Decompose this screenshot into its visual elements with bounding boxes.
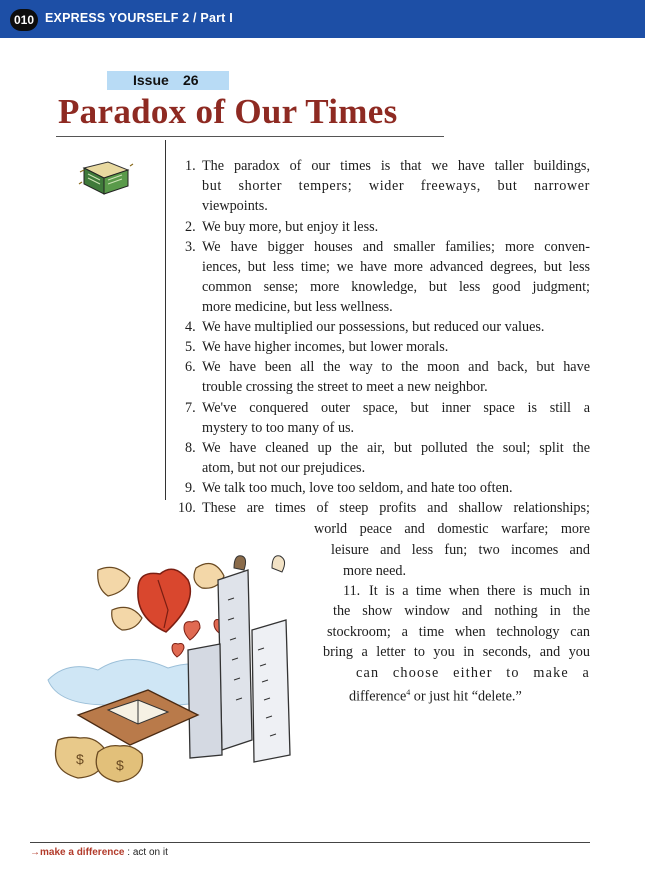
item-line: common sense; more knowledge, but less good judgment; xyxy=(202,279,590,295)
item-number: 11. xyxy=(343,583,361,599)
item-number: 9. xyxy=(185,480,196,496)
book-icon xyxy=(78,158,134,198)
footnote-term: make a difference xyxy=(40,847,125,858)
book-title: EXPRESS YOURSELF 2 / Part I xyxy=(45,11,233,25)
item-line: mystery to too many of us. xyxy=(202,420,355,436)
item-line: but shorter tempers; wider freeways, but narrower xyxy=(202,178,590,194)
item-line: We've conquered outer space, but inner space is still a xyxy=(202,400,590,416)
item-line: world peace and domestic warfare; more xyxy=(314,521,590,537)
item-number: 1. xyxy=(185,158,196,174)
item-line: We have been all the way to the moon and back, but have xyxy=(202,359,590,375)
item-number: 7. xyxy=(185,400,196,416)
svg-text:$: $ xyxy=(76,751,84,767)
item-number: 8. xyxy=(185,440,196,456)
difference-word: difference xyxy=(349,688,407,705)
page-title: Paradox of Our Times xyxy=(58,92,398,131)
item-line: viewpoints. xyxy=(202,198,268,214)
item-number: 10. xyxy=(178,500,196,516)
item-line: more need. xyxy=(343,563,407,579)
vertical-divider xyxy=(165,140,166,500)
page-number: 010 xyxy=(10,9,38,31)
item-line: stockroom; a time when technology can xyxy=(327,624,590,640)
item-line: The paradox of our times is that we have taller buildings, xyxy=(202,158,590,174)
item-line: We have higher incomes, but lower morals. xyxy=(202,339,449,355)
footnote-arrow: → xyxy=(30,847,40,858)
item-line: We have multiplied our possessions, but reduced our values. xyxy=(202,319,545,335)
issue-number: 26 xyxy=(183,72,199,88)
item-line: These are times of steep profits and shallow relationships; xyxy=(202,500,590,516)
item-number: 4. xyxy=(185,319,196,335)
header-bar xyxy=(0,0,645,38)
footnote-marker: 4 xyxy=(406,688,411,697)
city-hearts-illustration xyxy=(38,540,338,785)
item-line: We have cleaned up the air, but polluted the soul; split the xyxy=(202,440,590,456)
footnote-rule xyxy=(30,842,590,843)
issue-badge xyxy=(107,71,229,90)
item-line-last xyxy=(349,683,522,707)
item-number: 6. xyxy=(185,359,196,375)
item-line-end: or just hit “delete.” xyxy=(413,688,522,705)
item-line: trouble crossing the street to meet a new neighbor. xyxy=(202,379,488,395)
item-line: can choose either to make a xyxy=(356,665,590,681)
item-line: iences, but less time; we have more advanced degrees, but less xyxy=(202,259,590,275)
footnote-definition: : act on it xyxy=(127,847,168,858)
item-number: 5. xyxy=(185,339,196,355)
item-line: bring a letter to you in seconds, and you xyxy=(323,644,590,660)
item-line: It is a time when there is much in xyxy=(369,583,590,599)
footnote xyxy=(30,847,168,858)
issue-label: Issue xyxy=(133,72,169,88)
item-line: We have bigger houses and smaller families; more conven- xyxy=(202,239,590,255)
title-underline xyxy=(56,136,444,137)
item-line: atom, but not our prejudices. xyxy=(202,460,366,476)
item-line: We buy more, but enjoy it less. xyxy=(202,219,379,235)
item-number: 2. xyxy=(185,219,196,235)
item-number: 3. xyxy=(185,239,196,255)
item-line: leisure and less fun; two incomes and xyxy=(331,542,590,558)
item-line: the show window and nothing in the xyxy=(333,603,590,619)
svg-text:$: $ xyxy=(116,757,124,773)
item-line: We talk too much, love too seldom, and hate too often. xyxy=(202,480,513,496)
item-line: more medicine, but less wellness. xyxy=(202,299,393,315)
